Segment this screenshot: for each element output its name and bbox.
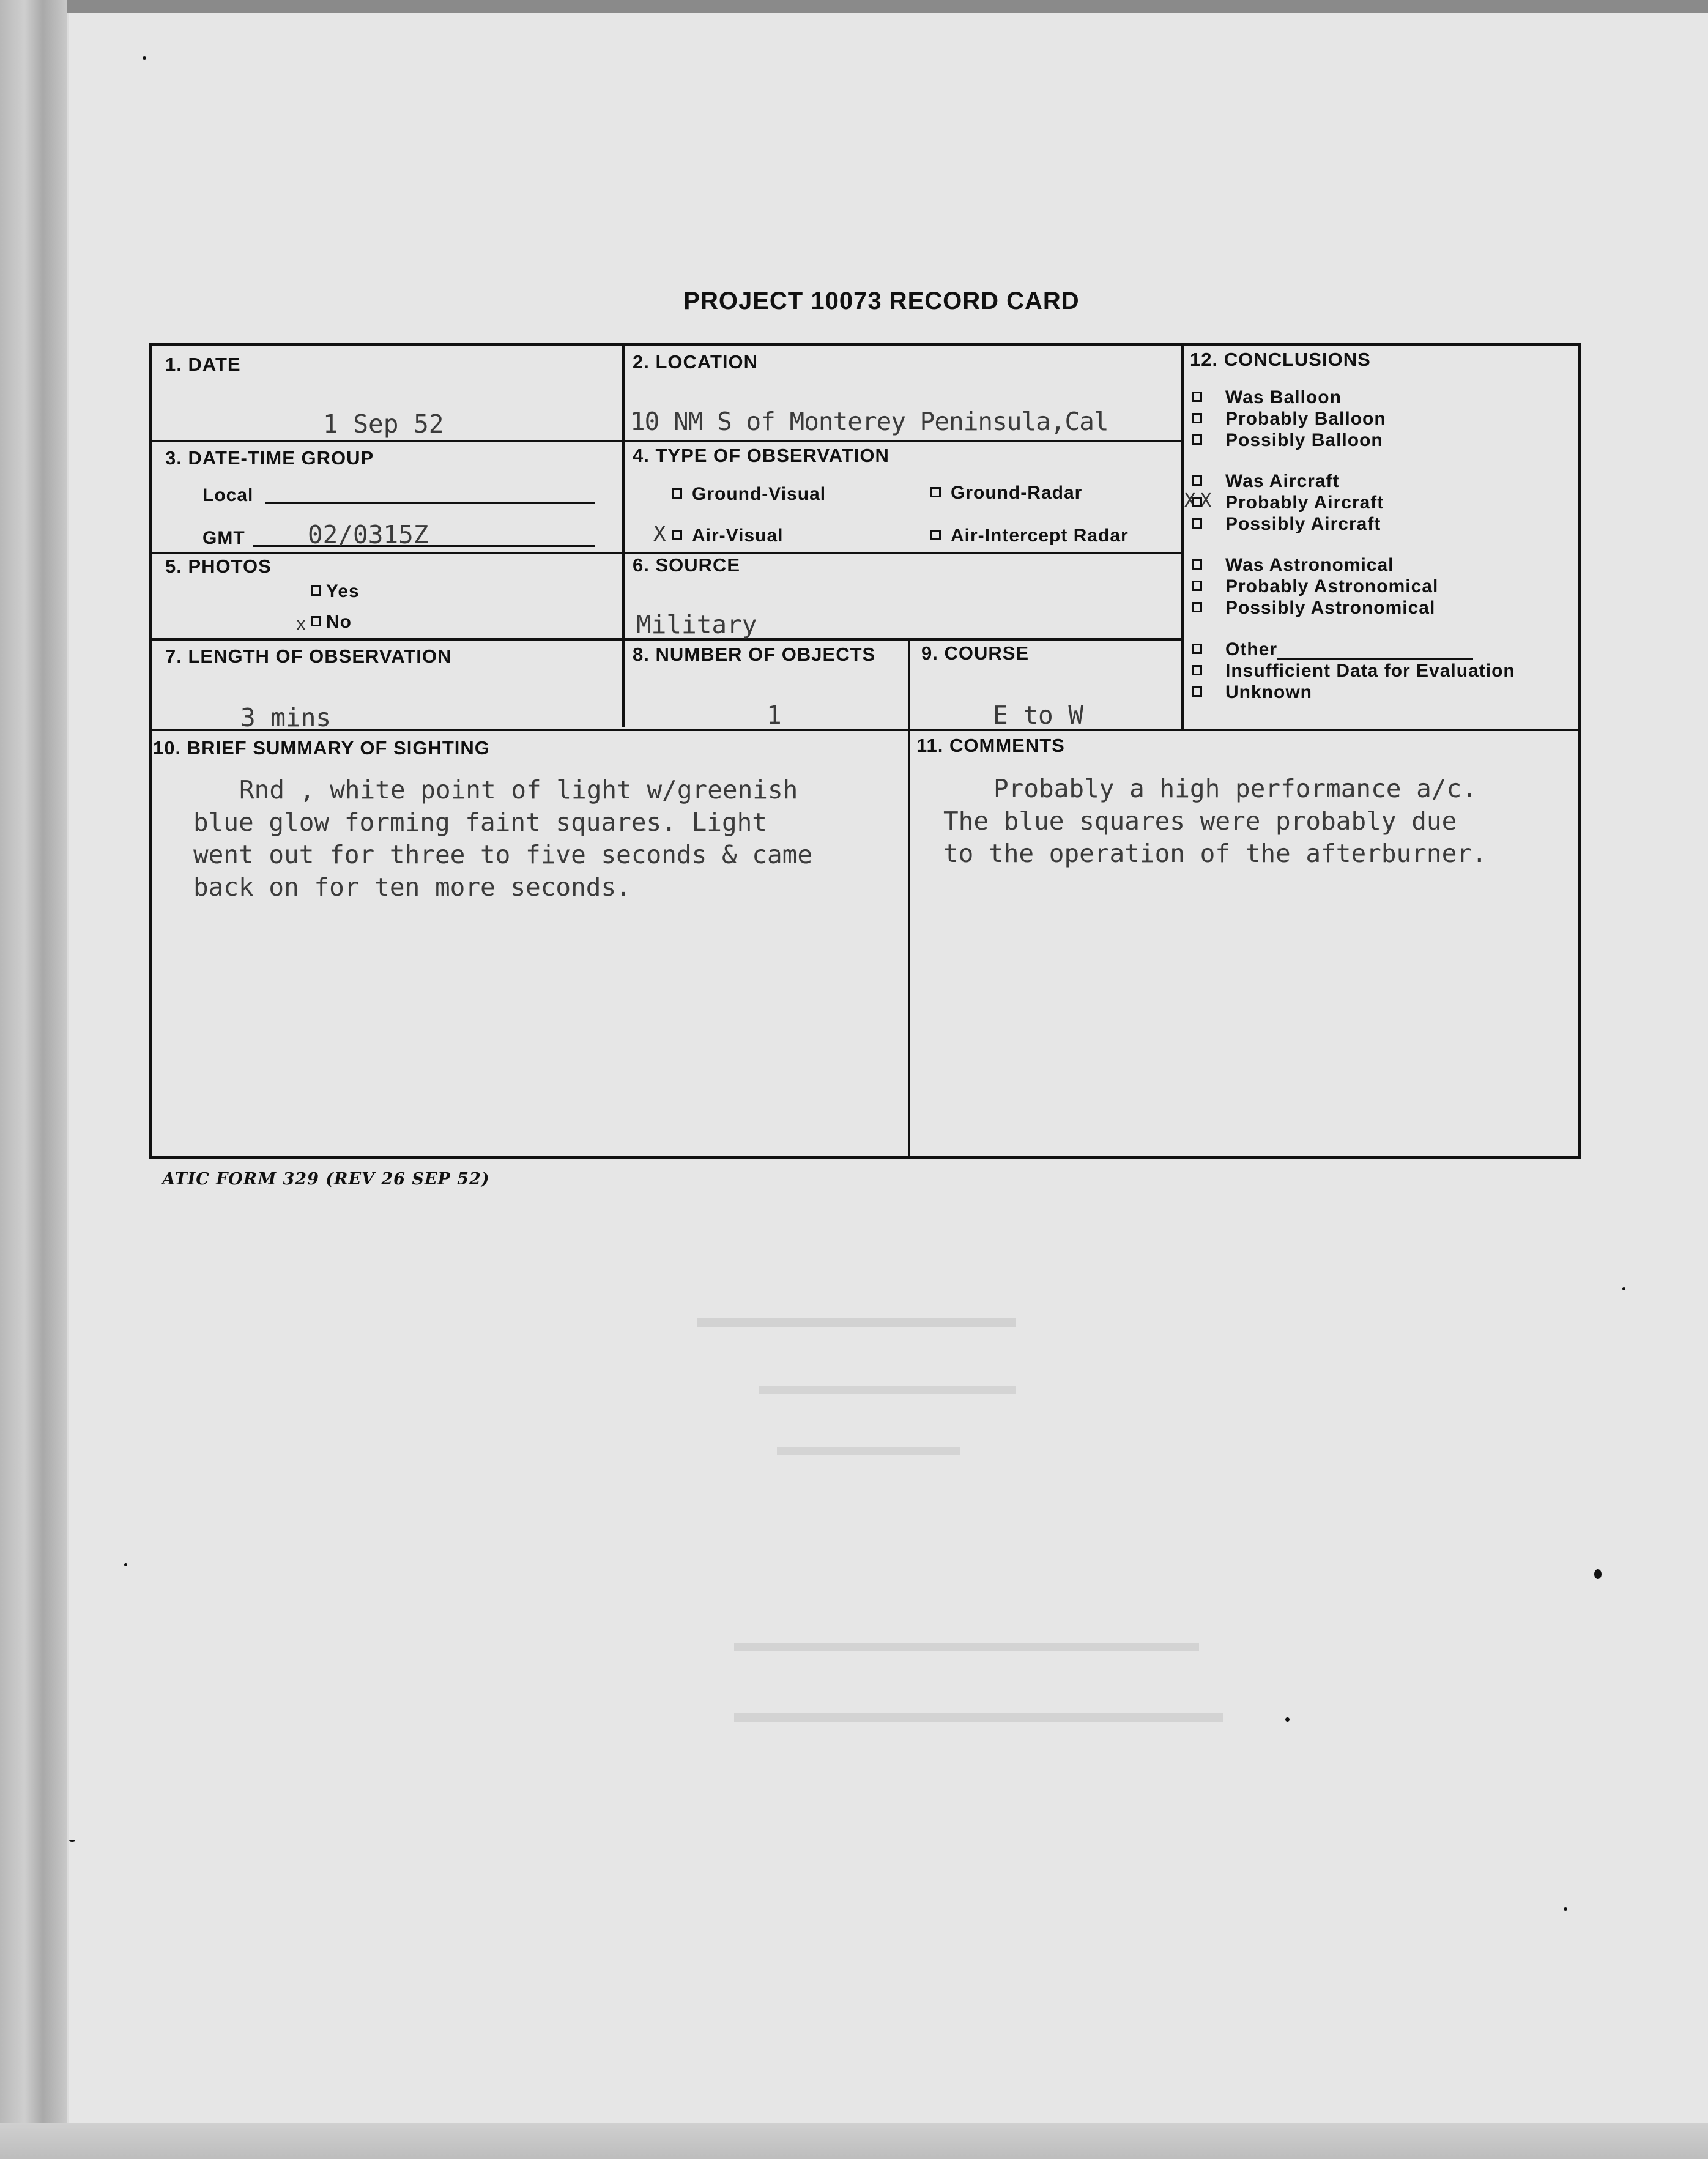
form-footer: ATIC FORM 329 (REV 26 SEP 52) — [162, 1170, 490, 1189]
card-title: PROJECT 10073 RECORD CARD — [683, 288, 1080, 314]
dust-speck — [1564, 1907, 1567, 1911]
course-label: 9. COURSE — [921, 642, 1030, 664]
grid-line — [908, 638, 910, 1156]
bleed-through-text — [697, 1318, 1016, 1327]
option-ground-visual[interactable]: Ground-Visual — [672, 484, 826, 505]
comments-label: 11. COMMENTS — [916, 735, 1065, 756]
date-label: 1. DATE — [165, 354, 241, 375]
location-value: 10 NM S of Monterey Peninsula,Cal — [630, 407, 1108, 436]
source-value: Military — [636, 610, 757, 639]
conclusion-probably-astronomical[interactable]: Probably Astronomical — [1192, 576, 1438, 597]
checkbox-icon[interactable] — [1192, 644, 1202, 654]
observation-type-label: 4. TYPE OF OBSERVATION — [633, 445, 889, 466]
check-mark: XX — [1184, 490, 1217, 511]
scan-edge-left — [0, 0, 67, 2159]
dust-speck — [1622, 1287, 1625, 1290]
photos-label: 5. PHOTOS — [165, 556, 272, 577]
comments-line: to the operation of the afterburner. — [943, 839, 1487, 868]
length-value: 3 mins — [240, 703, 332, 732]
conclusion-possibly-aircraft[interactable]: Possibly Aircraft — [1192, 514, 1381, 535]
conclusion-was-aircraft[interactable]: Was Aircraft — [1192, 471, 1340, 492]
bleed-through-text — [734, 1713, 1223, 1722]
grid-line — [152, 440, 1181, 442]
bleed-through-text — [777, 1447, 960, 1455]
date-time-group-label: 3. DATE-TIME GROUP — [165, 447, 374, 469]
objects-value: 1 — [767, 700, 782, 730]
summary-label: 10. BRIEF SUMMARY OF SIGHTING — [153, 737, 490, 759]
checkbox-icon[interactable] — [1192, 686, 1202, 697]
checkbox-icon[interactable] — [1192, 559, 1202, 570]
conclusion-unknown[interactable]: Unknown — [1192, 682, 1312, 703]
scan-edge-top — [0, 0, 1708, 13]
conclusion-was-astronomical[interactable]: Was Astronomical — [1192, 555, 1394, 576]
conclusions-label: 12. CONCLUSIONS — [1190, 349, 1371, 370]
conclusion-possibly-balloon[interactable]: Possibly Balloon — [1192, 430, 1383, 451]
source-label: 6. SOURCE — [633, 554, 741, 576]
conclusion-possibly-astronomical[interactable]: Possibly Astronomical — [1192, 598, 1435, 619]
conclusion-other[interactable]: Other — [1192, 639, 1277, 660]
checkbox-icon[interactable] — [672, 530, 682, 540]
checkbox-icon[interactable] — [1192, 518, 1202, 529]
scan-edge-bottom — [0, 2123, 1708, 2159]
conclusion-insufficient-data[interactable]: Insufficient Data for Evaluation — [1192, 661, 1515, 682]
record-card — [149, 343, 1581, 1159]
conclusion-probably-aircraft[interactable]: Probably Aircraft — [1192, 492, 1384, 513]
checkbox-icon[interactable] — [1192, 475, 1202, 486]
option-photos-yes[interactable]: Yes — [311, 581, 360, 602]
summary-line: back on for ten more seconds. — [193, 872, 631, 902]
local-time-label: Local — [202, 485, 254, 505]
other-line — [1277, 658, 1473, 660]
course-value: E to W — [993, 700, 1084, 730]
grid-line — [1181, 346, 1184, 731]
checkbox-icon[interactable] — [311, 616, 321, 626]
check-mark: x — [295, 614, 307, 635]
option-photos-no[interactable]: No — [311, 612, 352, 633]
check-mark: X — [653, 522, 666, 546]
local-time-line — [265, 502, 595, 504]
objects-label: 8. NUMBER OF OBJECTS — [633, 644, 876, 665]
dust-speck — [69, 1840, 75, 1842]
summary-line: went out for three to five seconds & came — [193, 840, 813, 869]
summary-text — [193, 774, 812, 904]
checkbox-icon[interactable] — [672, 488, 682, 499]
length-label: 7. LENGTH OF OBSERVATION — [165, 645, 452, 667]
option-ground-radar[interactable]: Ground-Radar — [930, 483, 1082, 504]
checkbox-icon[interactable] — [1192, 602, 1202, 612]
dust-speck — [1285, 1717, 1290, 1722]
comments-line: The blue squares were probably due — [943, 806, 1457, 836]
gmt-value: 02/0315Z — [308, 520, 429, 549]
grid-line — [152, 729, 1581, 731]
dust-speck — [1594, 1569, 1602, 1579]
checkbox-icon[interactable] — [1192, 581, 1202, 591]
checkbox-icon[interactable] — [1192, 665, 1202, 675]
bleed-through-text — [734, 1643, 1199, 1651]
checkbox-icon[interactable] — [1192, 413, 1202, 423]
checkbox-icon[interactable] — [930, 487, 941, 497]
checkbox-icon[interactable] — [311, 585, 321, 596]
dust-speck — [143, 56, 146, 60]
conclusion-probably-balloon[interactable]: Probably Balloon — [1192, 409, 1386, 429]
option-air-intercept-radar[interactable]: Air-Intercept Radar — [930, 526, 1129, 546]
gmt-label: GMT — [202, 528, 245, 548]
checkbox-icon[interactable] — [1192, 497, 1202, 507]
option-air-visual[interactable]: Air-Visual — [672, 526, 784, 546]
date-value: 1 Sep 52 — [323, 409, 444, 439]
conclusion-was-balloon[interactable]: Was Balloon — [1192, 387, 1342, 408]
checkbox-icon[interactable] — [930, 530, 941, 540]
summary-line: Rnd , white point of light w/greenish — [239, 775, 798, 805]
checkbox-icon[interactable] — [1192, 392, 1202, 402]
comments-text — [943, 773, 1487, 870]
checkbox-icon[interactable] — [1192, 434, 1202, 445]
dust-speck — [124, 1563, 127, 1566]
location-label: 2. LOCATION — [633, 351, 759, 373]
summary-line: blue glow forming faint squares. Light — [193, 808, 767, 837]
bleed-through-text — [759, 1386, 1016, 1394]
comments-line: Probably a high performance a/c. — [993, 774, 1477, 803]
grid-line — [622, 346, 625, 727]
